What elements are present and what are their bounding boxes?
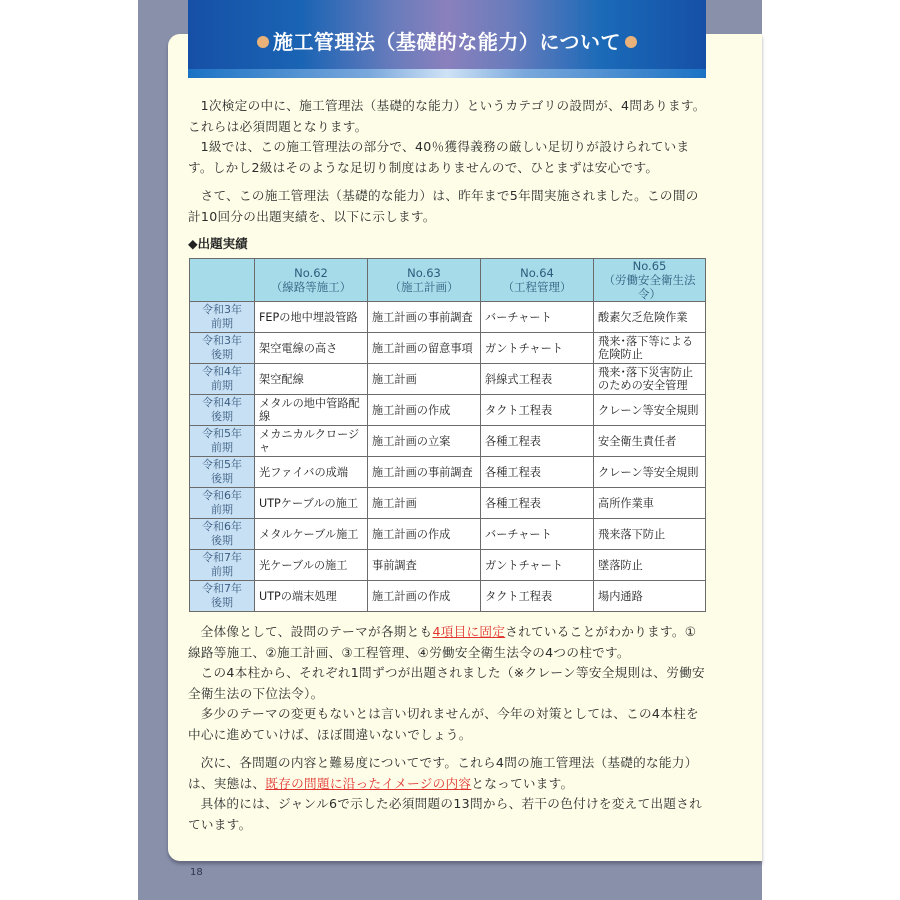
- period-cell: [190, 395, 255, 426]
- table-cell: UTPケーブルの施工: [255, 488, 368, 519]
- table-cell: 飛来･落下等による危険防止: [594, 333, 706, 364]
- analysis-paragraph-3: 多少のテーマの変更もないとは言い切れませんが、今年の対策としては、この4本柱を中心に進めていけば、ほぼ間違いないでしょう。: [188, 706, 699, 742]
- intro-paragraph-3: さて、この施工管理法（基礎的な能力）は、昨年まで5年間実施されました。この間の計10回分の出題実績を、以下に示します。: [188, 188, 699, 224]
- intro-text: [188, 96, 708, 227]
- period-cell: [190, 581, 255, 612]
- period-cell: [190, 302, 255, 333]
- analysis-paragraph-5: 具体的には、ジャンル6で示した必須問題の13問から、若干の色付けを変えて出題されています。: [188, 796, 703, 832]
- period-term: 後期: [211, 348, 233, 361]
- text-span: されていることがわかります。①線路等施工、②施工計画、③工程管理、④労働安全衛生法令の4つの柱です。: [188, 624, 697, 660]
- header-number: No.62: [294, 266, 328, 280]
- period-term: 前期: [211, 503, 233, 516]
- table-cell: クレーン等安全規則: [594, 395, 706, 426]
- table-row: [190, 488, 706, 519]
- table-cell: メカニカルクロージャ: [255, 426, 368, 457]
- text-span: となっています。: [471, 775, 574, 791]
- table-cell: 安全衛生責任者: [594, 426, 706, 457]
- period-year: 令和5年: [202, 458, 242, 471]
- table-row: [190, 302, 706, 333]
- table-cell: 飛来･落下災害防止のための安全管理: [594, 364, 706, 395]
- table-header-no65: [594, 259, 706, 302]
- period-term: 後期: [211, 472, 233, 485]
- text-span: 全体像として、設問のテーマが各期とも: [200, 624, 433, 639]
- title-banner: [188, 0, 706, 78]
- table-cell: 施工計画: [368, 488, 481, 519]
- table-cell: 施工計画の事前調査: [368, 457, 481, 488]
- period-year: 令和4年: [202, 365, 242, 378]
- period-term: 後期: [211, 534, 233, 547]
- header-number: No.63: [407, 266, 441, 280]
- table-cell: 架空配線: [255, 364, 368, 395]
- table-row: [190, 426, 706, 457]
- table-cell: 高所作業車: [594, 488, 706, 519]
- table-cell: 墜落防止: [594, 550, 706, 581]
- table-row: [190, 581, 706, 612]
- table-cell: 事前調査: [368, 550, 481, 581]
- highlighted-text: 4項目に固定: [432, 624, 506, 639]
- table-cell: 飛来落下防止: [594, 519, 706, 550]
- table-cell: 架空電線の高さ: [255, 333, 368, 364]
- analysis-paragraph-1: [188, 622, 708, 663]
- page-number: 18: [190, 867, 203, 878]
- table-cell: ガントチャート: [481, 333, 594, 364]
- period-cell: [190, 364, 255, 395]
- table-row: [190, 550, 706, 581]
- table-cell: 斜線式工程表: [481, 364, 594, 395]
- table-header-no63: [368, 259, 481, 302]
- text-span: 次に、各問題の内容と難易度についてです。これら4問の施工管理法（基礎的な能力）は、実態は、: [188, 755, 698, 791]
- header-topic: （線路等施工）: [270, 280, 352, 294]
- period-cell: [190, 519, 255, 550]
- intro-paragraph-1: 1次検定の中に、施工管理法（基礎的な能力）というカテゴリの設問が、4問あります。これらは必須問題となります。: [188, 98, 706, 134]
- table-cell: 酸素欠乏危険作業: [594, 302, 706, 333]
- table-row: [190, 519, 706, 550]
- table-header-no64: [481, 259, 594, 302]
- table-row: [190, 364, 706, 395]
- period-year: 令和4年: [202, 396, 242, 409]
- table-cell: 各種工程表: [481, 426, 594, 457]
- page-title-text: 施工管理法（基礎的な能力）について: [272, 30, 622, 54]
- period-cell: [190, 333, 255, 364]
- header-topic: （施工計画）: [389, 280, 459, 294]
- banner-stripe: [188, 69, 706, 78]
- table-row: [190, 395, 706, 426]
- table-cell: 場内通路: [594, 581, 706, 612]
- table-cell: 各種工程表: [481, 488, 594, 519]
- table-cell: UTPの端末処理: [255, 581, 368, 612]
- table-cell: メタルケーブル施工: [255, 519, 368, 550]
- period-year: 令和3年: [202, 334, 242, 347]
- table-row: [190, 457, 706, 488]
- results-table: [189, 258, 706, 612]
- period-year: 令和6年: [202, 489, 242, 502]
- table-cell: 光ケーブルの施工: [255, 550, 368, 581]
- period-year: 令和3年: [202, 303, 242, 316]
- analysis-paragraph-4: [188, 753, 708, 794]
- period-cell: [190, 457, 255, 488]
- header-number: No.65: [632, 259, 667, 273]
- table-cell: 各種工程表: [481, 457, 594, 488]
- header-topic: （工程管理）: [502, 280, 572, 294]
- highlighted-text: 既存の問題に沿ったイメージの内容: [265, 775, 472, 791]
- period-term: 前期: [211, 317, 233, 330]
- table-cell: メタルの地中管路配線: [255, 395, 368, 426]
- table-cell: 施工計画の留意事項: [368, 333, 481, 364]
- bullet-dot-icon: [257, 36, 269, 48]
- header-number: No.64: [520, 266, 554, 280]
- period-term: 前期: [211, 441, 233, 454]
- period-term: 後期: [211, 410, 233, 423]
- table-cell: バーチャート: [481, 519, 594, 550]
- table-cell: ガントチャート: [481, 550, 594, 581]
- table-cell: FEPの地中埋設管路: [255, 302, 368, 333]
- intro-paragraph-2: 1級では、この施工管理法の部分で、40％獲得義務の厳しい足切りが設けられています。しかし2級はそのような足切り制度はありませんので、ひとまずは安心です。: [188, 139, 690, 175]
- bullet-dot-icon: [625, 36, 637, 48]
- table-corner-cell: [190, 259, 255, 302]
- table-cell: 光ファイバの成端: [255, 457, 368, 488]
- table-cell: クレーン等安全規則: [594, 457, 706, 488]
- section-label: ◆出題実績: [188, 236, 248, 251]
- period-year: 令和5年: [202, 427, 242, 440]
- table-cell: タクト工程表: [481, 395, 594, 426]
- header-topic: （労働安全衛生法令）: [603, 273, 696, 301]
- table-header-no62: [255, 259, 368, 302]
- table-cell: 施工計画の作成: [368, 581, 481, 612]
- period-year: 令和6年: [202, 520, 242, 533]
- table-header-row: [190, 259, 706, 302]
- period-term: 後期: [211, 596, 233, 609]
- period-term: 前期: [211, 565, 233, 578]
- analysis-text: [188, 622, 708, 835]
- table-row: [190, 333, 706, 364]
- table-cell: タクト工程表: [481, 581, 594, 612]
- table-cell: 施工計画の事前調査: [368, 302, 481, 333]
- page-title: [188, 26, 706, 55]
- period-cell: [190, 488, 255, 519]
- table-cell: バーチャート: [481, 302, 594, 333]
- analysis-paragraph-2: この4本柱から、それぞれ1問ずつが出題されました（※クレーン等安全規則は、労働安全衛生法の下位法令）。: [188, 665, 705, 701]
- table-cell: 施工計画: [368, 364, 481, 395]
- period-year: 令和7年: [202, 551, 242, 564]
- period-year: 令和7年: [202, 582, 242, 595]
- table-cell: 施工計画の立案: [368, 426, 481, 457]
- period-cell: [190, 426, 255, 457]
- table-cell: 施工計画の作成: [368, 395, 481, 426]
- table-cell: 施工計画の作成: [368, 519, 481, 550]
- period-cell: [190, 550, 255, 581]
- period-term: 前期: [211, 379, 233, 392]
